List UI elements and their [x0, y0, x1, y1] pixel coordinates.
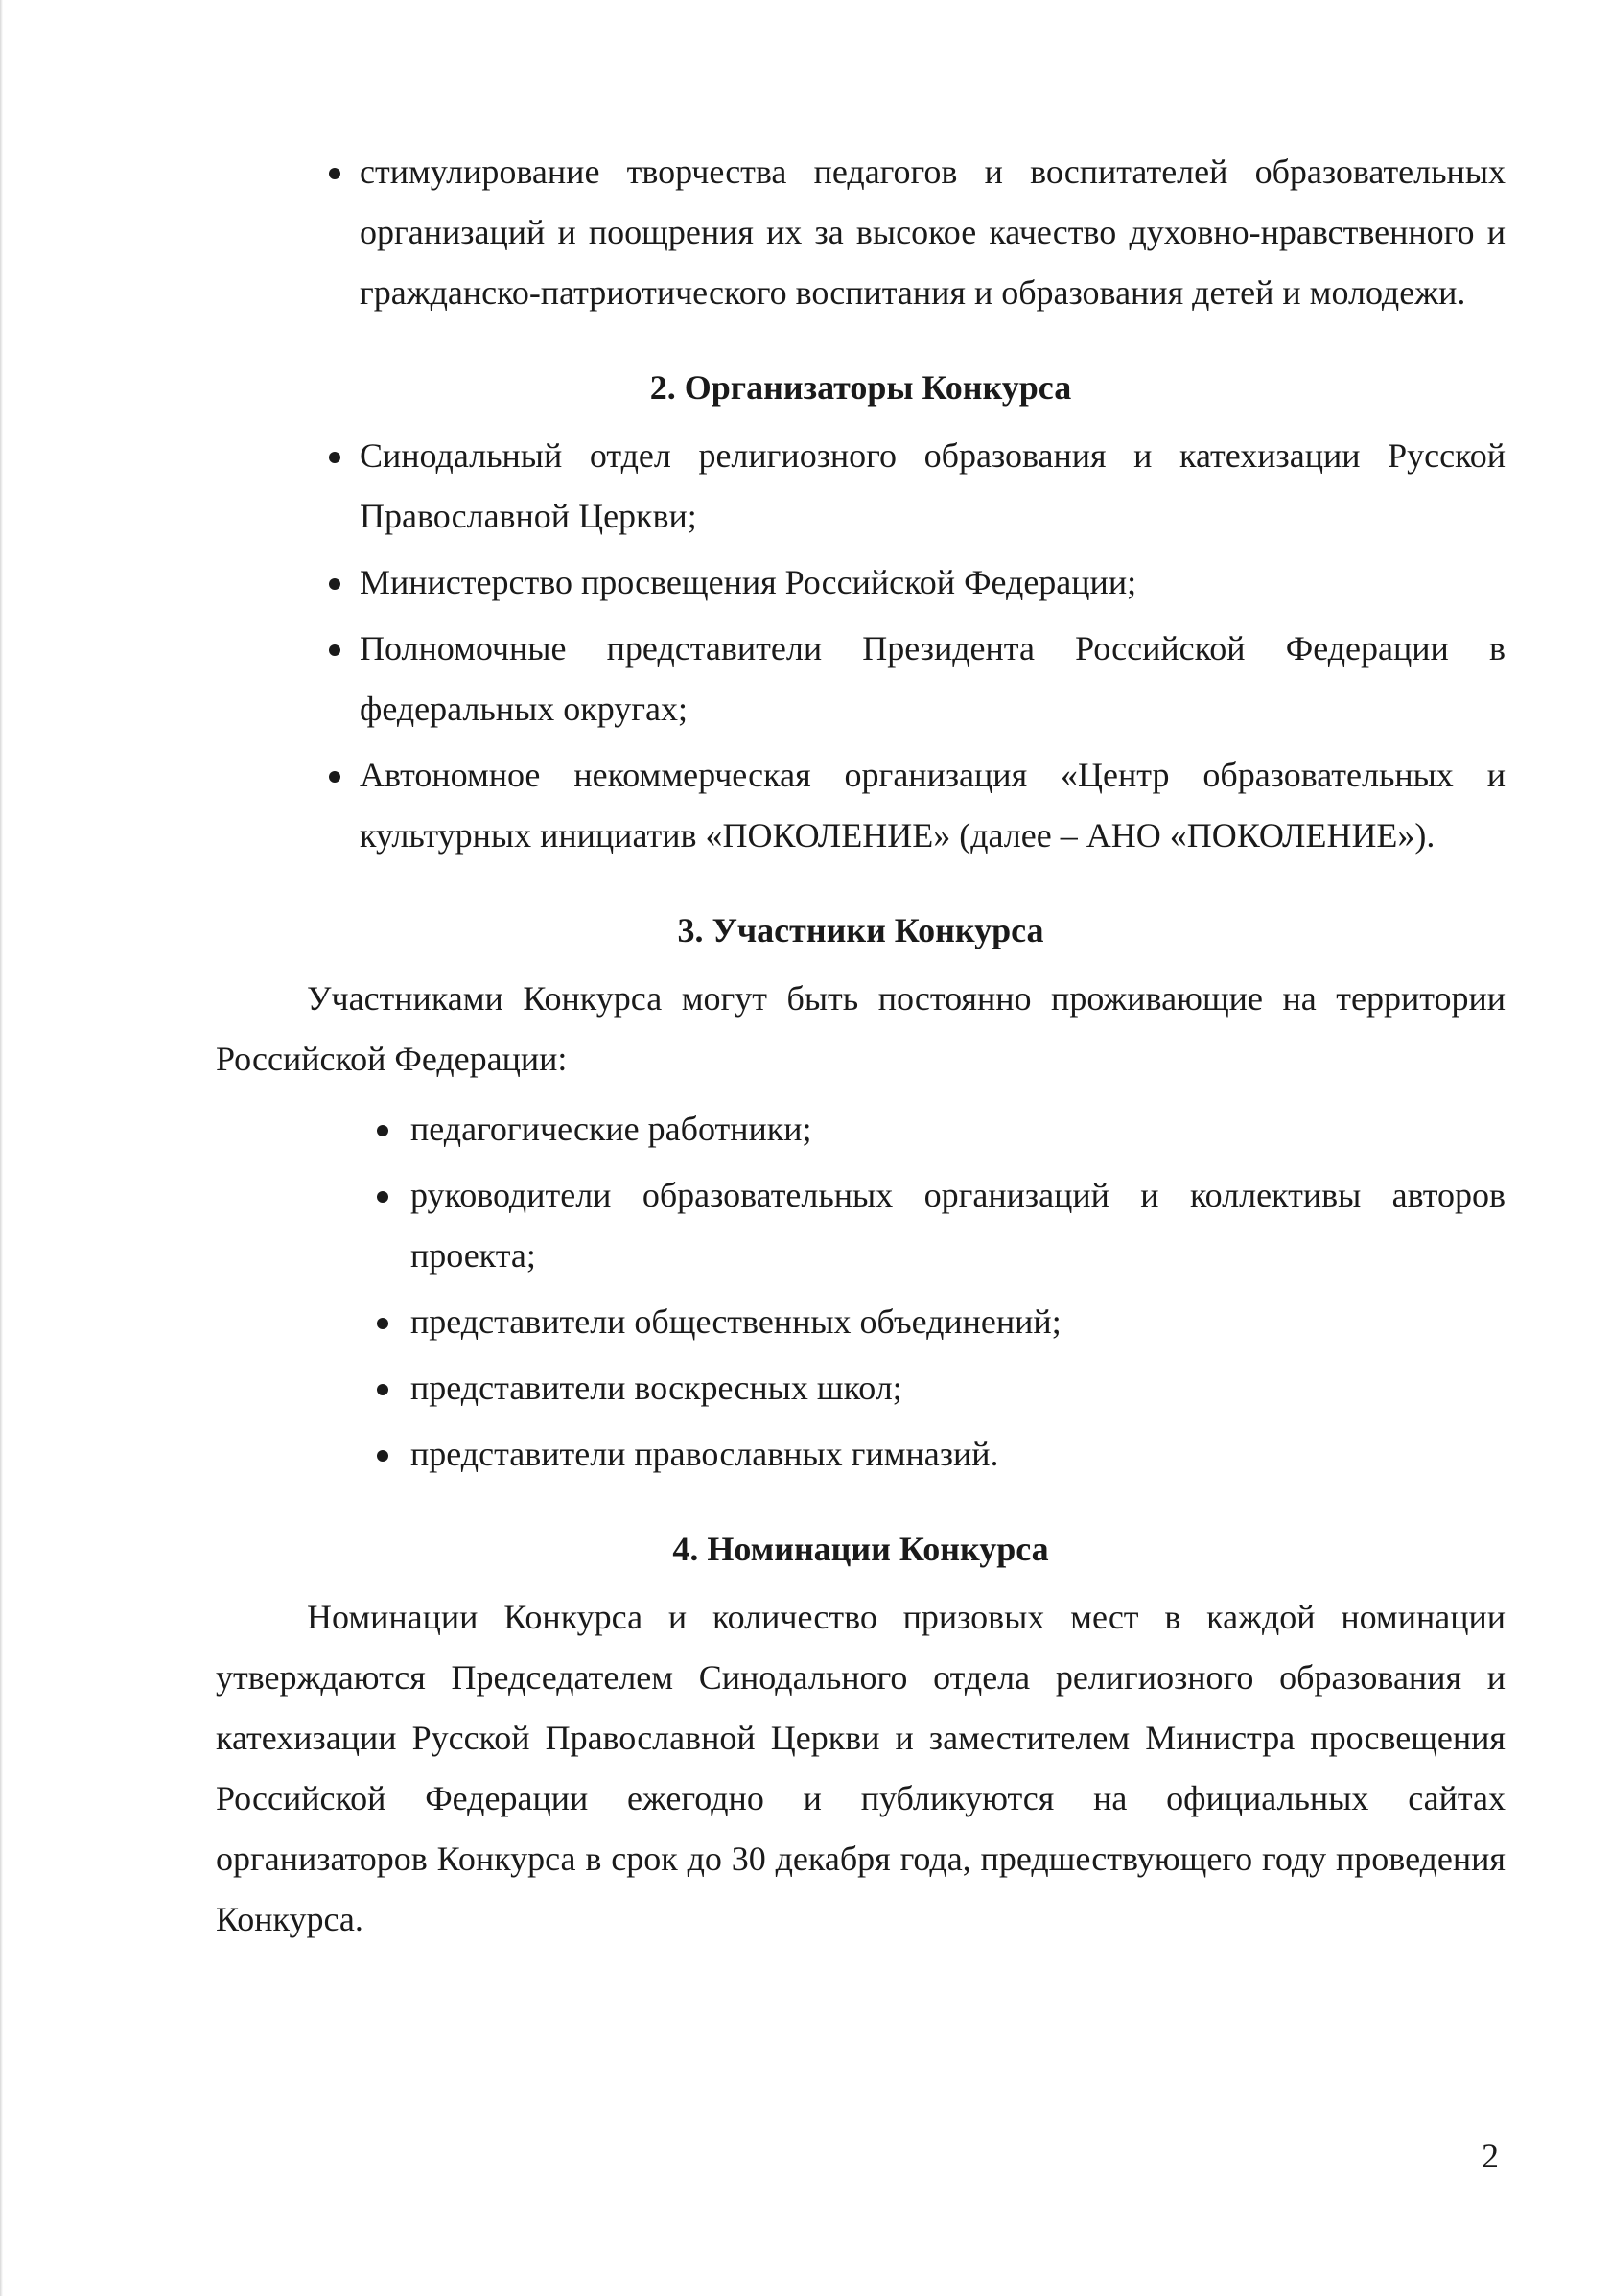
document-content	[216, 142, 1506, 1959]
participants-intro: Участниками Конкурса могут быть постоянно проживающие на территории Российской Федерации:	[216, 979, 1506, 1078]
list-item: Полномочные представители Президента Российской Федерации в федеральных округах;	[216, 619, 1506, 739]
nominations-paragraph: Номинации Конкурса и количество призовых мест в каждой номинации утверждаются Председателем Синодального отдела религиозного образования и катехизации Русской Православной Церкви и заместителем Министра просвещения Российской Федерации ежегодно и публикуются на официальных сайтах организаторов Конкурса в срок до 30 декабря года, предшествующего году проведения Конкурса.	[216, 1598, 1506, 1938]
list-item: представители общественных объединений;	[216, 1292, 1506, 1352]
scan-edge	[0, 0, 3, 2296]
participants-list	[216, 1099, 1506, 1485]
organizers-list	[216, 426, 1506, 866]
list-item: Синодальный отдел религиозного образования и катехизации Русской Православной Церкви;	[216, 426, 1506, 547]
list-item: Автономное некоммерческая организация «Центр образовательных и культурных инициатив «ПОКОЛЕНИЕ» (далее – АНО «ПОКОЛЕНИЕ»).	[216, 745, 1506, 866]
section-4-title: 4. Номинации Конкурса	[672, 1530, 1049, 1568]
list-item: представители православных гимназий.	[216, 1424, 1506, 1485]
page-number: 2	[1482, 2137, 1499, 2175]
list-item: стимулирование творчества педагогов и воспитателей образовательных организаций и поощрения их за высокое качество духовно-нравственного и гражданско-патриотического воспитания и образования детей и молодежи.	[216, 142, 1506, 323]
list-item: представители воскресных школ;	[216, 1358, 1506, 1418]
intro-bullet-list	[216, 142, 1506, 323]
list-item: Министерство просвещения Российской Федерации;	[216, 552, 1506, 613]
list-item: педагогические работники;	[216, 1099, 1506, 1160]
section-2-title: 2. Организаторы Конкурса	[649, 368, 1072, 407]
list-item: руководители образовательных организаций и коллективы авторов проекта;	[216, 1165, 1506, 1286]
section-3-title: 3. Участники Конкурса	[677, 911, 1044, 949]
